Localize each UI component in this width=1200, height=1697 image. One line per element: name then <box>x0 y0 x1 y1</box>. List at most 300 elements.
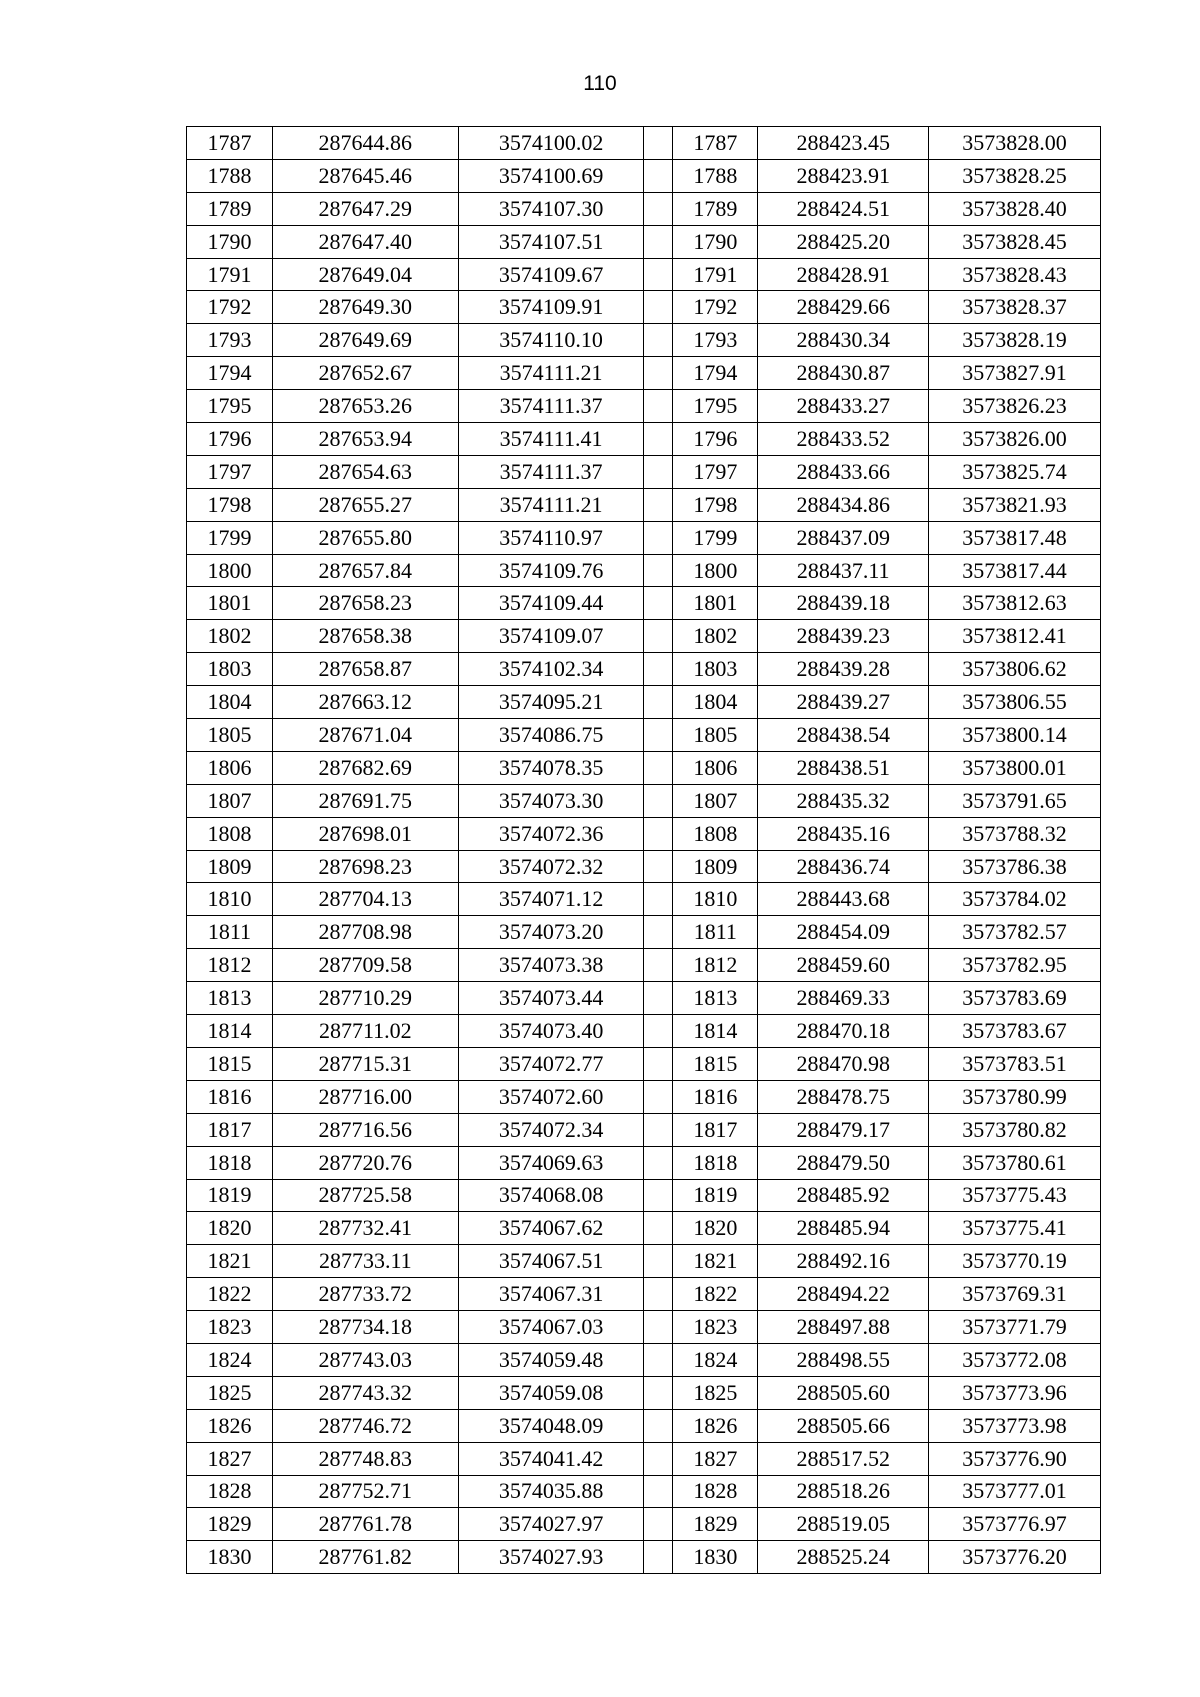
right-x-coordinate: 288434.86 <box>758 488 929 521</box>
left-y-coordinate: 3574035.88 <box>458 1475 644 1508</box>
table-row <box>187 324 1101 357</box>
left-y-coordinate: 3574068.08 <box>458 1179 644 1212</box>
left-y-coordinate: 3574109.91 <box>458 291 644 324</box>
table-row <box>187 357 1101 390</box>
table-row <box>187 455 1101 488</box>
left-y-coordinate: 3574048.09 <box>458 1409 644 1442</box>
left-x-coordinate: 287704.13 <box>272 883 458 916</box>
table-row <box>187 1179 1101 1212</box>
right-x-coordinate: 288479.50 <box>758 1146 929 1179</box>
separator-cell <box>644 850 673 883</box>
left-x-coordinate: 287655.27 <box>272 488 458 521</box>
separator-cell <box>644 258 673 291</box>
separator-cell <box>644 949 673 982</box>
right-point-id: 1823 <box>673 1311 758 1344</box>
separator-cell <box>644 1047 673 1080</box>
right-point-id: 1826 <box>673 1409 758 1442</box>
right-x-coordinate: 288519.05 <box>758 1508 929 1541</box>
table-row <box>187 784 1101 817</box>
left-x-coordinate: 287658.38 <box>272 620 458 653</box>
right-point-id: 1812 <box>673 949 758 982</box>
right-y-coordinate: 3573812.41 <box>929 620 1101 653</box>
right-y-coordinate: 3573782.57 <box>929 916 1101 949</box>
right-y-coordinate: 3573788.32 <box>929 817 1101 850</box>
right-x-coordinate: 288429.66 <box>758 291 929 324</box>
right-y-coordinate: 3573783.67 <box>929 1015 1101 1048</box>
separator-cell <box>644 1015 673 1048</box>
right-x-coordinate: 288436.74 <box>758 850 929 883</box>
separator-cell <box>644 719 673 752</box>
right-point-id: 1815 <box>673 1047 758 1080</box>
left-x-coordinate: 287709.58 <box>272 949 458 982</box>
left-point-id: 1796 <box>187 423 273 456</box>
right-point-id: 1802 <box>673 620 758 653</box>
right-x-coordinate: 288439.28 <box>758 653 929 686</box>
table-row <box>187 488 1101 521</box>
right-point-id: 1827 <box>673 1442 758 1475</box>
right-x-coordinate: 288439.18 <box>758 587 929 620</box>
left-y-coordinate: 3574067.03 <box>458 1311 644 1344</box>
table-row <box>187 1376 1101 1409</box>
right-x-coordinate: 288443.68 <box>758 883 929 916</box>
left-x-coordinate: 287761.78 <box>272 1508 458 1541</box>
separator-cell <box>644 1212 673 1245</box>
table-row <box>187 1113 1101 1146</box>
page-number: 110 <box>583 72 617 95</box>
separator-cell <box>644 1080 673 1113</box>
separator-cell <box>644 1113 673 1146</box>
left-y-coordinate: 3574067.51 <box>458 1245 644 1278</box>
left-y-coordinate: 3574067.31 <box>458 1278 644 1311</box>
left-point-id: 1822 <box>187 1278 273 1311</box>
separator-cell <box>644 1343 673 1376</box>
separator-cell <box>644 1541 673 1574</box>
right-point-id: 1794 <box>673 357 758 390</box>
right-x-coordinate: 288492.16 <box>758 1245 929 1278</box>
table-row <box>187 1343 1101 1376</box>
right-x-coordinate: 288479.17 <box>758 1113 929 1146</box>
left-y-coordinate: 3574041.42 <box>458 1442 644 1475</box>
left-y-coordinate: 3574069.63 <box>458 1146 644 1179</box>
left-x-coordinate: 287649.69 <box>272 324 458 357</box>
left-y-coordinate: 3574073.44 <box>458 982 644 1015</box>
separator-cell <box>644 751 673 784</box>
right-y-coordinate: 3573773.96 <box>929 1376 1101 1409</box>
separator-cell <box>644 291 673 324</box>
right-point-id: 1800 <box>673 554 758 587</box>
left-y-coordinate: 3574109.07 <box>458 620 644 653</box>
separator-cell <box>644 1475 673 1508</box>
left-point-id: 1791 <box>187 258 273 291</box>
right-point-id: 1790 <box>673 225 758 258</box>
table-row <box>187 390 1101 423</box>
left-point-id: 1807 <box>187 784 273 817</box>
left-point-id: 1819 <box>187 1179 273 1212</box>
left-y-coordinate: 3574110.10 <box>458 324 644 357</box>
left-point-id: 1812 <box>187 949 273 982</box>
separator-cell <box>644 1245 673 1278</box>
left-x-coordinate: 287752.71 <box>272 1475 458 1508</box>
right-y-coordinate: 3573780.82 <box>929 1113 1101 1146</box>
separator-cell <box>644 521 673 554</box>
right-x-coordinate: 288433.66 <box>758 455 929 488</box>
right-x-coordinate: 288459.60 <box>758 949 929 982</box>
right-point-id: 1805 <box>673 719 758 752</box>
left-x-coordinate: 287653.26 <box>272 390 458 423</box>
left-x-coordinate: 287671.04 <box>272 719 458 752</box>
separator-cell <box>644 390 673 423</box>
right-x-coordinate: 288469.33 <box>758 982 929 1015</box>
left-x-coordinate: 287734.18 <box>272 1311 458 1344</box>
table-row <box>187 817 1101 850</box>
right-x-coordinate: 288470.98 <box>758 1047 929 1080</box>
right-point-id: 1801 <box>673 587 758 620</box>
left-y-coordinate: 3574109.44 <box>458 587 644 620</box>
left-point-id: 1787 <box>187 127 273 160</box>
left-point-id: 1827 <box>187 1442 273 1475</box>
right-x-coordinate: 288435.16 <box>758 817 929 850</box>
right-y-coordinate: 3573828.00 <box>929 127 1101 160</box>
right-x-coordinate: 288494.22 <box>758 1278 929 1311</box>
left-point-id: 1802 <box>187 620 273 653</box>
right-point-id: 1824 <box>673 1343 758 1376</box>
left-point-id: 1824 <box>187 1343 273 1376</box>
table-row <box>187 1475 1101 1508</box>
table-row <box>187 159 1101 192</box>
right-point-id: 1793 <box>673 324 758 357</box>
right-y-coordinate: 3573828.43 <box>929 258 1101 291</box>
table-row <box>187 423 1101 456</box>
left-x-coordinate: 287654.63 <box>272 455 458 488</box>
left-x-coordinate: 287682.69 <box>272 751 458 784</box>
right-point-id: 1822 <box>673 1278 758 1311</box>
table-row <box>187 1146 1101 1179</box>
table-row <box>187 1409 1101 1442</box>
right-point-id: 1798 <box>673 488 758 521</box>
right-y-coordinate: 3573786.38 <box>929 850 1101 883</box>
right-x-coordinate: 288438.54 <box>758 719 929 752</box>
right-x-coordinate: 288430.87 <box>758 357 929 390</box>
left-x-coordinate: 287647.40 <box>272 225 458 258</box>
left-point-id: 1820 <box>187 1212 273 1245</box>
right-point-id: 1830 <box>673 1541 758 1574</box>
left-point-id: 1804 <box>187 686 273 719</box>
separator-cell <box>644 916 673 949</box>
table-row <box>187 1311 1101 1344</box>
separator-cell <box>644 324 673 357</box>
right-x-coordinate: 288423.91 <box>758 159 929 192</box>
right-x-coordinate: 288430.34 <box>758 324 929 357</box>
separator-cell <box>644 620 673 653</box>
right-point-id: 1806 <box>673 751 758 784</box>
right-point-id: 1803 <box>673 653 758 686</box>
left-y-coordinate: 3574059.48 <box>458 1343 644 1376</box>
right-point-id: 1789 <box>673 192 758 225</box>
left-point-id: 1813 <box>187 982 273 1015</box>
left-y-coordinate: 3574110.97 <box>458 521 644 554</box>
separator-cell <box>644 1311 673 1344</box>
table-row <box>187 521 1101 554</box>
right-y-coordinate: 3573771.79 <box>929 1311 1101 1344</box>
left-y-coordinate: 3574111.41 <box>458 423 644 456</box>
right-point-id: 1788 <box>673 159 758 192</box>
table-row <box>187 258 1101 291</box>
left-y-coordinate: 3574107.30 <box>458 192 644 225</box>
left-x-coordinate: 287732.41 <box>272 1212 458 1245</box>
separator-cell <box>644 784 673 817</box>
left-point-id: 1815 <box>187 1047 273 1080</box>
left-y-coordinate: 3574073.30 <box>458 784 644 817</box>
right-point-id: 1809 <box>673 850 758 883</box>
left-point-id: 1799 <box>187 521 273 554</box>
left-y-coordinate: 3574100.02 <box>458 127 644 160</box>
left-point-id: 1810 <box>187 883 273 916</box>
right-y-coordinate: 3573784.02 <box>929 883 1101 916</box>
left-point-id: 1794 <box>187 357 273 390</box>
left-point-id: 1801 <box>187 587 273 620</box>
right-y-coordinate: 3573782.95 <box>929 949 1101 982</box>
coordinates-table-body <box>187 127 1101 1574</box>
left-y-coordinate: 3574107.51 <box>458 225 644 258</box>
left-x-coordinate: 287720.76 <box>272 1146 458 1179</box>
left-x-coordinate: 287653.94 <box>272 423 458 456</box>
right-y-coordinate: 3573775.43 <box>929 1179 1101 1212</box>
left-point-id: 1821 <box>187 1245 273 1278</box>
right-point-id: 1820 <box>673 1212 758 1245</box>
right-x-coordinate: 288518.26 <box>758 1475 929 1508</box>
left-x-coordinate: 287748.83 <box>272 1442 458 1475</box>
right-x-coordinate: 288433.52 <box>758 423 929 456</box>
left-y-coordinate: 3574100.69 <box>458 159 644 192</box>
right-point-id: 1821 <box>673 1245 758 1278</box>
right-y-coordinate: 3573817.44 <box>929 554 1101 587</box>
separator-cell <box>644 554 673 587</box>
separator-cell <box>644 488 673 521</box>
left-y-coordinate: 3574111.21 <box>458 488 644 521</box>
right-y-coordinate: 3573828.45 <box>929 225 1101 258</box>
left-y-coordinate: 3574073.40 <box>458 1015 644 1048</box>
right-x-coordinate: 288525.24 <box>758 1541 929 1574</box>
left-point-id: 1825 <box>187 1376 273 1409</box>
left-point-id: 1788 <box>187 159 273 192</box>
left-x-coordinate: 287708.98 <box>272 916 458 949</box>
left-point-id: 1816 <box>187 1080 273 1113</box>
left-x-coordinate: 287698.23 <box>272 850 458 883</box>
left-y-coordinate: 3574111.37 <box>458 390 644 423</box>
right-y-coordinate: 3573828.25 <box>929 159 1101 192</box>
right-x-coordinate: 288498.55 <box>758 1343 929 1376</box>
right-x-coordinate: 288478.75 <box>758 1080 929 1113</box>
table-row <box>187 620 1101 653</box>
left-y-coordinate: 3574067.62 <box>458 1212 644 1245</box>
right-x-coordinate: 288439.23 <box>758 620 929 653</box>
left-x-coordinate: 287647.29 <box>272 192 458 225</box>
right-y-coordinate: 3573776.97 <box>929 1508 1101 1541</box>
right-point-id: 1811 <box>673 916 758 949</box>
separator-cell <box>644 1278 673 1311</box>
right-y-coordinate: 3573821.93 <box>929 488 1101 521</box>
left-point-id: 1798 <box>187 488 273 521</box>
separator-cell <box>644 127 673 160</box>
table-row <box>187 1278 1101 1311</box>
right-x-coordinate: 288438.51 <box>758 751 929 784</box>
left-x-coordinate: 287658.87 <box>272 653 458 686</box>
separator-cell <box>644 1146 673 1179</box>
left-y-coordinate: 3574027.97 <box>458 1508 644 1541</box>
table-row <box>187 291 1101 324</box>
separator-cell <box>644 1409 673 1442</box>
left-y-coordinate: 3574095.21 <box>458 686 644 719</box>
left-point-id: 1826 <box>187 1409 273 1442</box>
table-row <box>187 1080 1101 1113</box>
coordinates-table <box>186 126 1101 1574</box>
separator-cell <box>644 883 673 916</box>
left-point-id: 1805 <box>187 719 273 752</box>
right-point-id: 1814 <box>673 1015 758 1048</box>
table-row <box>187 1245 1101 1278</box>
right-y-coordinate: 3573817.48 <box>929 521 1101 554</box>
left-y-coordinate: 3574072.77 <box>458 1047 644 1080</box>
right-y-coordinate: 3573770.19 <box>929 1245 1101 1278</box>
left-point-id: 1811 <box>187 916 273 949</box>
left-x-coordinate: 287645.46 <box>272 159 458 192</box>
right-point-id: 1799 <box>673 521 758 554</box>
left-point-id: 1793 <box>187 324 273 357</box>
left-x-coordinate: 287691.75 <box>272 784 458 817</box>
right-point-id: 1828 <box>673 1475 758 1508</box>
right-x-coordinate: 288428.91 <box>758 258 929 291</box>
left-x-coordinate: 287716.56 <box>272 1113 458 1146</box>
right-y-coordinate: 3573826.00 <box>929 423 1101 456</box>
right-y-coordinate: 3573791.65 <box>929 784 1101 817</box>
separator-cell <box>644 1508 673 1541</box>
right-point-id: 1791 <box>673 258 758 291</box>
left-x-coordinate: 287715.31 <box>272 1047 458 1080</box>
left-y-coordinate: 3574111.37 <box>458 455 644 488</box>
table-row <box>187 1442 1101 1475</box>
right-x-coordinate: 288437.11 <box>758 554 929 587</box>
left-point-id: 1817 <box>187 1113 273 1146</box>
separator-cell <box>644 1376 673 1409</box>
left-point-id: 1792 <box>187 291 273 324</box>
right-point-id: 1787 <box>673 127 758 160</box>
table-row <box>187 554 1101 587</box>
left-x-coordinate: 287657.84 <box>272 554 458 587</box>
left-point-id: 1800 <box>187 554 273 587</box>
right-point-id: 1818 <box>673 1146 758 1179</box>
left-x-coordinate: 287655.80 <box>272 521 458 554</box>
right-x-coordinate: 288423.45 <box>758 127 929 160</box>
left-point-id: 1830 <box>187 1541 273 1574</box>
right-y-coordinate: 3573828.19 <box>929 324 1101 357</box>
left-y-coordinate: 3574102.34 <box>458 653 644 686</box>
left-y-coordinate: 3574072.34 <box>458 1113 644 1146</box>
left-point-id: 1814 <box>187 1015 273 1048</box>
left-x-coordinate: 287733.11 <box>272 1245 458 1278</box>
right-point-id: 1810 <box>673 883 758 916</box>
left-x-coordinate: 287710.29 <box>272 982 458 1015</box>
right-y-coordinate: 3573783.51 <box>929 1047 1101 1080</box>
right-x-coordinate: 288505.60 <box>758 1376 929 1409</box>
left-y-coordinate: 3574072.60 <box>458 1080 644 1113</box>
table-row <box>187 883 1101 916</box>
separator-cell <box>644 192 673 225</box>
right-y-coordinate: 3573800.14 <box>929 719 1101 752</box>
right-point-id: 1797 <box>673 455 758 488</box>
right-y-coordinate: 3573775.41 <box>929 1212 1101 1245</box>
left-y-coordinate: 3574073.38 <box>458 949 644 982</box>
right-x-coordinate: 288437.09 <box>758 521 929 554</box>
table-row <box>187 850 1101 883</box>
left-x-coordinate: 287725.58 <box>272 1179 458 1212</box>
table-row <box>187 192 1101 225</box>
left-point-id: 1803 <box>187 653 273 686</box>
table-row <box>187 653 1101 686</box>
right-y-coordinate: 3573776.20 <box>929 1541 1101 1574</box>
left-x-coordinate: 287761.82 <box>272 1541 458 1574</box>
left-point-id: 1809 <box>187 850 273 883</box>
table-row <box>187 1541 1101 1574</box>
right-x-coordinate: 288439.27 <box>758 686 929 719</box>
table-row <box>187 225 1101 258</box>
table-row <box>187 916 1101 949</box>
table-row <box>187 686 1101 719</box>
left-x-coordinate: 287711.02 <box>272 1015 458 1048</box>
right-y-coordinate: 3573806.62 <box>929 653 1101 686</box>
right-y-coordinate: 3573826.23 <box>929 390 1101 423</box>
right-point-id: 1817 <box>673 1113 758 1146</box>
left-point-id: 1818 <box>187 1146 273 1179</box>
separator-cell <box>644 357 673 390</box>
left-y-coordinate: 3574072.36 <box>458 817 644 850</box>
separator-cell <box>644 225 673 258</box>
left-point-id: 1806 <box>187 751 273 784</box>
left-point-id: 1829 <box>187 1508 273 1541</box>
table-row <box>187 949 1101 982</box>
left-y-coordinate: 3574073.20 <box>458 916 644 949</box>
right-y-coordinate: 3573777.01 <box>929 1475 1101 1508</box>
right-x-coordinate: 288505.66 <box>758 1409 929 1442</box>
right-point-id: 1816 <box>673 1080 758 1113</box>
right-y-coordinate: 3573780.61 <box>929 1146 1101 1179</box>
left-y-coordinate: 3574078.35 <box>458 751 644 784</box>
separator-cell <box>644 423 673 456</box>
left-x-coordinate: 287652.67 <box>272 357 458 390</box>
right-point-id: 1792 <box>673 291 758 324</box>
separator-cell <box>644 455 673 488</box>
left-x-coordinate: 287649.30 <box>272 291 458 324</box>
separator-cell <box>644 653 673 686</box>
table-row <box>187 751 1101 784</box>
separator-cell <box>644 982 673 1015</box>
left-x-coordinate: 287743.03 <box>272 1343 458 1376</box>
separator-cell <box>644 159 673 192</box>
right-x-coordinate: 288497.88 <box>758 1311 929 1344</box>
left-y-coordinate: 3574027.93 <box>458 1541 644 1574</box>
right-y-coordinate: 3573825.74 <box>929 455 1101 488</box>
left-point-id: 1808 <box>187 817 273 850</box>
right-point-id: 1795 <box>673 390 758 423</box>
right-x-coordinate: 288425.20 <box>758 225 929 258</box>
right-x-coordinate: 288435.32 <box>758 784 929 817</box>
left-x-coordinate: 287743.32 <box>272 1376 458 1409</box>
right-x-coordinate: 288454.09 <box>758 916 929 949</box>
right-y-coordinate: 3573783.69 <box>929 982 1101 1015</box>
left-y-coordinate: 3574109.67 <box>458 258 644 291</box>
table-row <box>187 127 1101 160</box>
left-x-coordinate: 287663.12 <box>272 686 458 719</box>
left-point-id: 1828 <box>187 1475 273 1508</box>
